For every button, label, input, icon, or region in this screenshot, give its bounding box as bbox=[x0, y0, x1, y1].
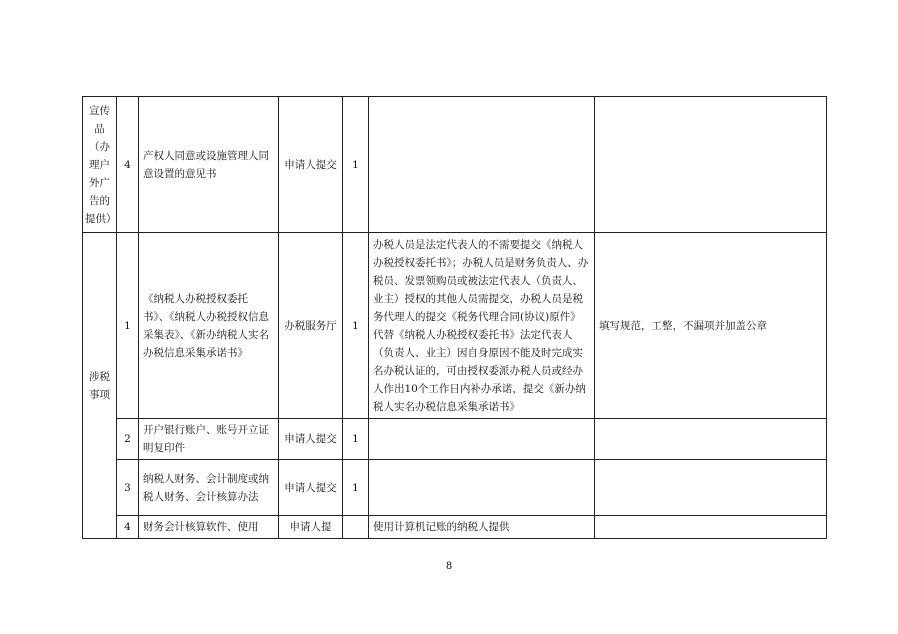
copies-cell: 1 bbox=[343, 419, 369, 460]
note-cell bbox=[369, 460, 595, 516]
requirement-cell bbox=[595, 419, 827, 460]
material-cell: 财务会计核算软件、使用 bbox=[139, 516, 279, 539]
requirement-cell: 填写规范，工整，不漏项并加盖公章 bbox=[595, 233, 827, 419]
material-cell: 产权人同意或设施管理人同意设置的意见书 bbox=[139, 97, 279, 233]
copies-cell bbox=[343, 516, 369, 539]
table-row bbox=[83, 516, 827, 539]
requirement-cell bbox=[595, 460, 827, 516]
material-cell: 纳税人财务、会计制度或纳税人财务、会计核算办法 bbox=[139, 460, 279, 516]
source-cell: 申请人提 bbox=[279, 516, 343, 539]
table-row bbox=[83, 97, 827, 233]
table-row bbox=[83, 233, 827, 419]
note-cell: 办税人员是法定代表人的不需要提交《纳税人办税授权委托书》；办税人员是财务负责人、办税员、发票领购员或被法定代表人（负责人、业主）授权的其他人员需提交，办税人员是税务代理人的提交《税务代理合同(协议)原件》代替《纳税人办税授权委托书》法定代表人（负责人、业主）因自身原因不能及时完成实名办税认证的，可由授权委派办税人员或经办人作出10个工作日内补办承诺，提交《新办纳税人实名办税信息采集承诺书》 bbox=[369, 233, 595, 419]
material-cell: 《纳税人办税授权委托书》、《纳税人办税授权信息采集表》、《新办纳税人实名办税信息采集承诺书》 bbox=[139, 233, 279, 419]
note-cell bbox=[369, 419, 595, 460]
source-cell: 办税服务厅 bbox=[279, 233, 343, 419]
source-cell: 申请人提交 bbox=[279, 460, 343, 516]
material-cell: 开户银行账户、账号开立证明复印件 bbox=[139, 419, 279, 460]
copies-cell: 1 bbox=[343, 460, 369, 516]
category-cell: 宣传品（办理户外广告的提供） bbox=[83, 97, 117, 233]
number-cell: 1 bbox=[117, 233, 139, 419]
copies-cell: 1 bbox=[343, 233, 369, 419]
source-cell: 申请人提交 bbox=[279, 97, 343, 233]
number-cell: 3 bbox=[117, 460, 139, 516]
table-row bbox=[83, 460, 827, 516]
number-cell: 2 bbox=[117, 419, 139, 460]
requirements-table bbox=[82, 96, 827, 539]
category-cell: 涉税事项 bbox=[83, 233, 117, 539]
requirement-cell bbox=[595, 516, 827, 539]
note-cell: 使用计算机记账的纳税人提供 bbox=[369, 516, 595, 539]
number-cell: 4 bbox=[117, 97, 139, 233]
copies-cell: 1 bbox=[343, 97, 369, 233]
requirement-cell bbox=[595, 97, 827, 233]
source-cell: 申请人提交 bbox=[279, 419, 343, 460]
number-cell: 4 bbox=[117, 516, 139, 539]
note-cell bbox=[369, 97, 595, 233]
table-row bbox=[83, 419, 827, 460]
page-number: 8 bbox=[445, 561, 453, 572]
